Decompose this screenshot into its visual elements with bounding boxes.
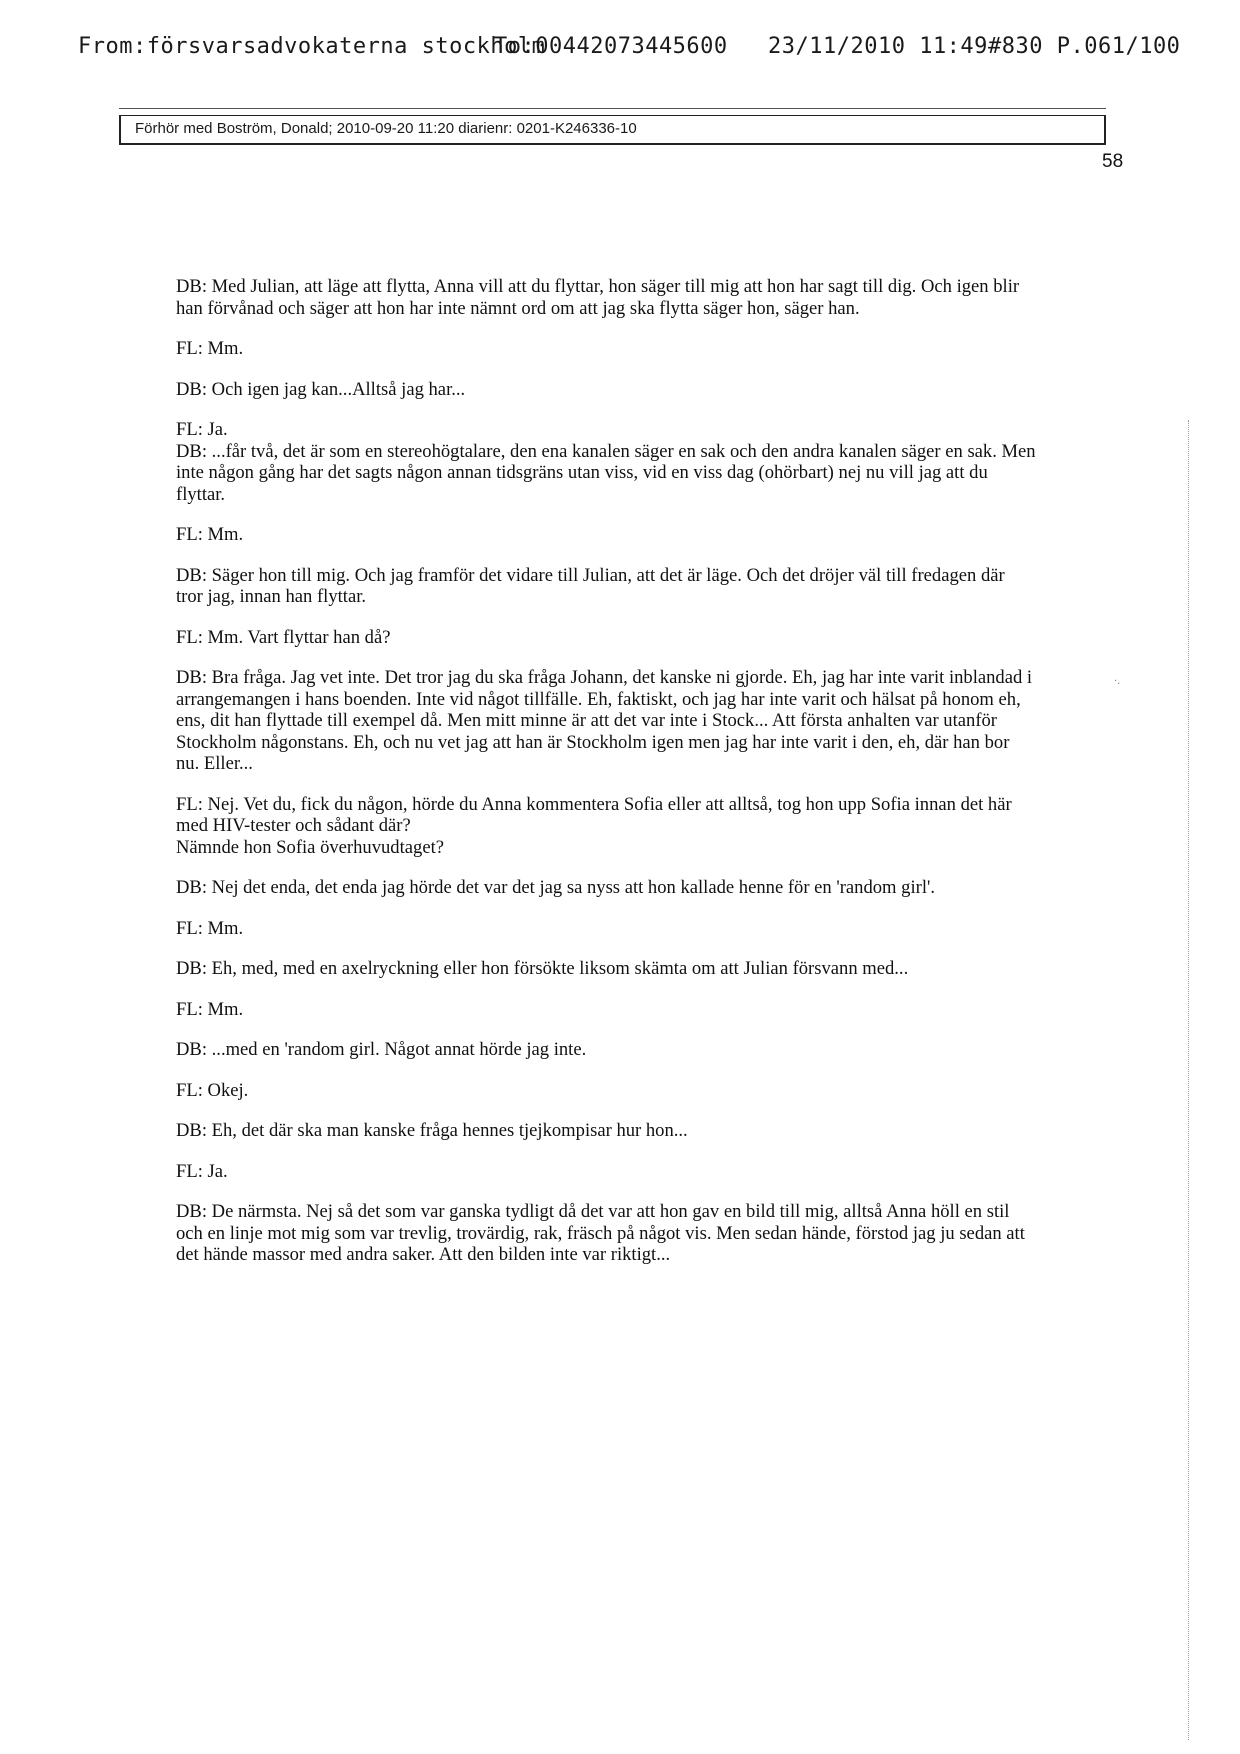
fax-page: #830 P.061/100 [988,34,1181,59]
scan-edge-line [1188,420,1190,1740]
fax-to: To:00442073445600 [494,34,728,59]
transcript-paragraph: FL: Ja. [176,1160,228,1182]
transcript-paragraph: FL: Mm. Vart flyttar han då? [176,626,391,648]
fax-date: 23/11/2010 11:49 [768,34,988,59]
fax-from: From:försvarsadvokaterna stockholm [78,34,546,59]
transcript-paragraph: DB: Bra fråga. Jag vet inte. Det tror jag du ska fråga Johann, det kanske ni gjorde. Eh, jag har inte varit inblandad i arrangemangen i hans boenden. Inte vid något tillfälle. Eh, faktiskt, och jag har inte varit och hälsat på honom eh, ens, dit han flyttade till exempel då. Men mitt minne är att det var inte i Stock... Att första anhalten var utanför Stockholm någonstans. Eh, och nu vet jag att han är Stockholm igen men jag har inte varit i den, eh, där han bor nu. Eller... [176,667,1033,774]
transcript-paragraph: DB: ...får två, det är som en stereohögtalare, den ena kanalen säger en sak och den andra kanalen säger en sak. Men inte någon gång har det sagts någon annan tidsgräns utan viss, vid en viss dag (ohörbart) nej nu vill jag att du flyttar. [176,440,1036,505]
transcript-paragraph: FL: Nej. Vet du, fick du någon, hörde du Anna kommentera Sofia eller att alltså, tog hon upp Sofia innan det här med HIV-tester och sådant där? Nämnde hon Sofia överhuvudtaget? [176,793,1012,858]
transcript-paragraph: DB: Eh, med, med en axelryckning eller hon försökte liksom skämta om att Julian försvann med... [176,958,909,979]
transcript-paragraph: FL: Mm. [176,998,244,1020]
transcript-paragraph: DB: Med Julian, att läge att flytta, Anna vill att du flyttar, hon säger till mig att hon har sagt till dig. Och igen blir han förvånad och säger att hon har inte nämnt ord om att jag ska flytta säger hon, säger han. [176,276,1020,319]
transcript-body [176,276,1036,1285]
fax-header [78,34,1181,64]
scan-speck: ·. [1114,676,1121,687]
transcript-paragraph: DB: ...med en 'random girl. Något annat hörde jag inte. [176,1039,587,1060]
transcript-paragraph: FL: Mm. [176,917,244,939]
transcript-paragraph: FL: Mm. [176,338,244,359]
page-number: 58 [1102,151,1124,172]
transcript-paragraph: DB: Nej det enda, det enda jag hörde det var det jag sa nyss att hon kallade henne för en 'random girl'. [176,877,935,898]
transcript-paragraph: FL: Okej. [176,1079,249,1101]
transcript-paragraph: DB: De närmsta. Nej så det som var ganska tydligt då det var att hon gav en bild till mig, alltså Anna höll en stil och en linje mot mig som var trevlig, trovärdig, rak, fräsch på något vis. Men sedan hände, förstod jag ju sedan att det hände massor med andra saker. Att den bilden inte var riktigt... [176,1201,1025,1265]
transcript-paragraph: FL: Mm. [176,524,244,545]
transcript-paragraph: DB: Och igen jag kan...Alltså jag har... [176,378,466,400]
transcript-paragraph: DB: Eh, det där ska man kanske fråga hennes tjejkompisar hur hon... [176,1120,688,1141]
transcript-paragraph: FL: Ja. [176,419,228,440]
document-title: Förhör med Boström, Donald; 2010-09-20 11:20 diarienr: 0201-K246336-10 [135,120,637,137]
transcript-paragraph: DB: Säger hon till mig. Och jag framför det vidare till Julian, att det är läge. Och det dröjer väl till fredagen där tror jag, innan han flyttar. [176,564,1005,607]
document-title-box [119,115,1106,145]
